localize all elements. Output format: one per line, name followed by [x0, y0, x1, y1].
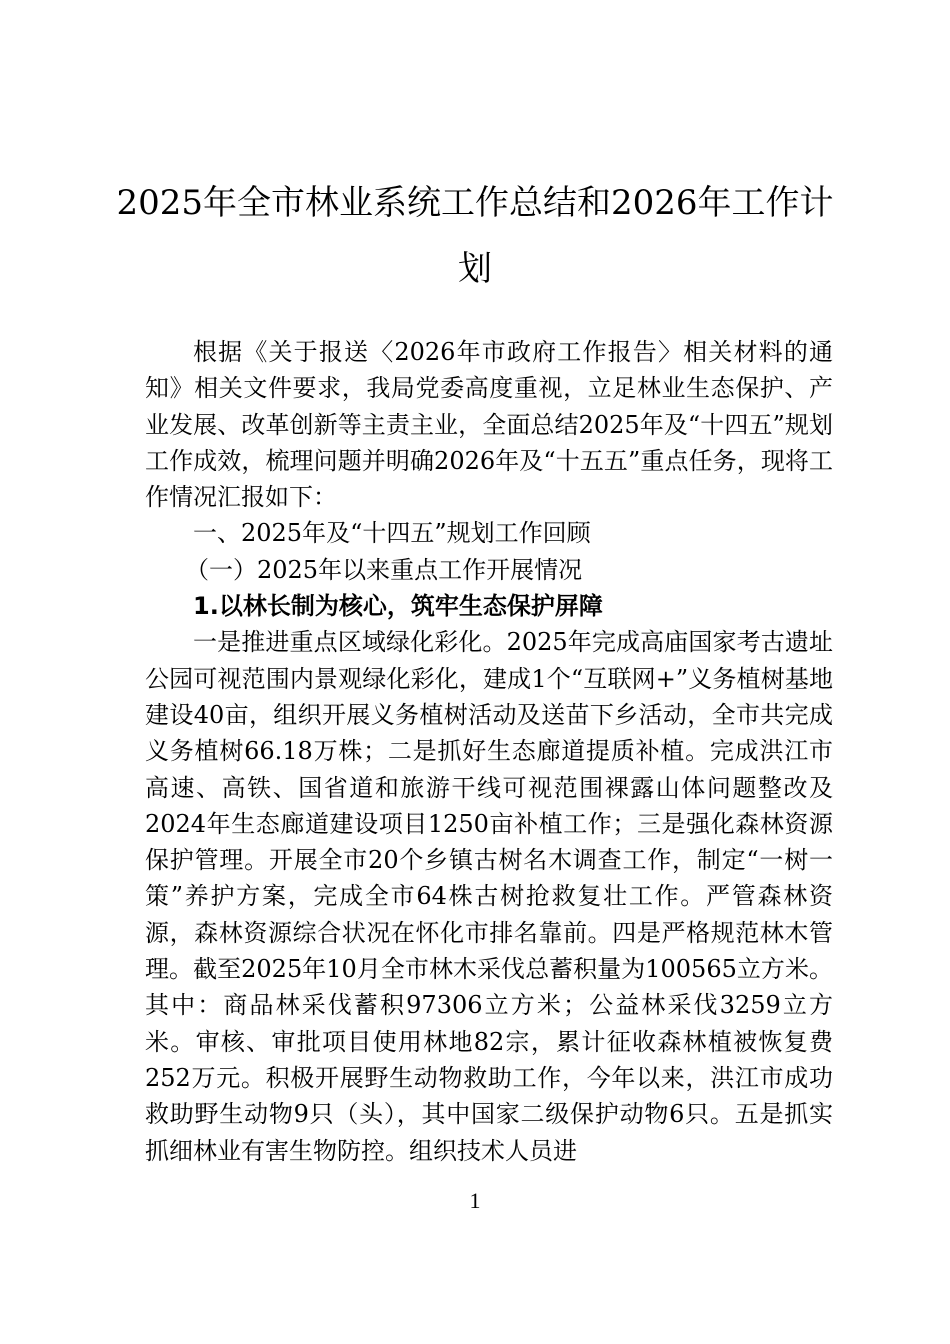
intro-paragraph: 根据《关于报送〈2026年市政府工作报告〉相关材料的通知》相关文件要求，我局党委高度重视，立足林业生态保护、产业发展、改革创新等主责主业，全面总结2025年及“十四五”规划工作成效，梳理问题并明确2026年及“十五五”重点任务，现将工作情况汇报如下：	[145, 338, 833, 512]
subsection-heading: （一）2025年以来重点工作开展情况	[185, 555, 583, 584]
section-heading: 一、2025年及“十四五”规划工作回顾	[193, 519, 591, 548]
item-heading: 1.以林长制为核心，筑牢生态保护屏障	[193, 592, 603, 621]
body-paragraph: 一是推进重点区域绿化彩化。2025年完成高庙国家考古遗址公园可视范围内景观绿化彩化，建成1个“互联网+”义务植树基地建设40亩，组织开展义务植树活动及送苗下乡活动，全市共完成义务植树66.18万株；二是抓好生态廊道提质补植。完成洪江市高速、高铁、国省道和旅游干线可视范围裸露山体问题整改及2024年生态廊道建设项目1250亩补植工作；三是强化森林资源保护管理。开展全市20个乡镇古树名木调查工作，制定“一树一策”养护方案，完成全市64株古树抢救复壮工作。严管森林资源，森林资源综合状况在怀化市排名靠前。四是严格规范林木管理。截至2025年10月全市林木采伐总蓄积量为100565立方米。其中：商品林采伐蓄积97306立方米；公益林采伐3259立方米。审核、审批项目使用林地82宗，累计征收森林植被恢复费252万元。积极开展野生动物救助工作，今年以来，洪江市成功救助野生动物9只（头），其中国家二级保护动物6只。五是抓实抓细林业有害生物防控。组织技术人员进	[145, 628, 833, 1165]
document-body	[145, 334, 833, 1169]
page-number: 1	[469, 1188, 481, 1213]
document-title: 2025年全市林业系统工作总结和2026年工作计划	[116, 183, 834, 289]
